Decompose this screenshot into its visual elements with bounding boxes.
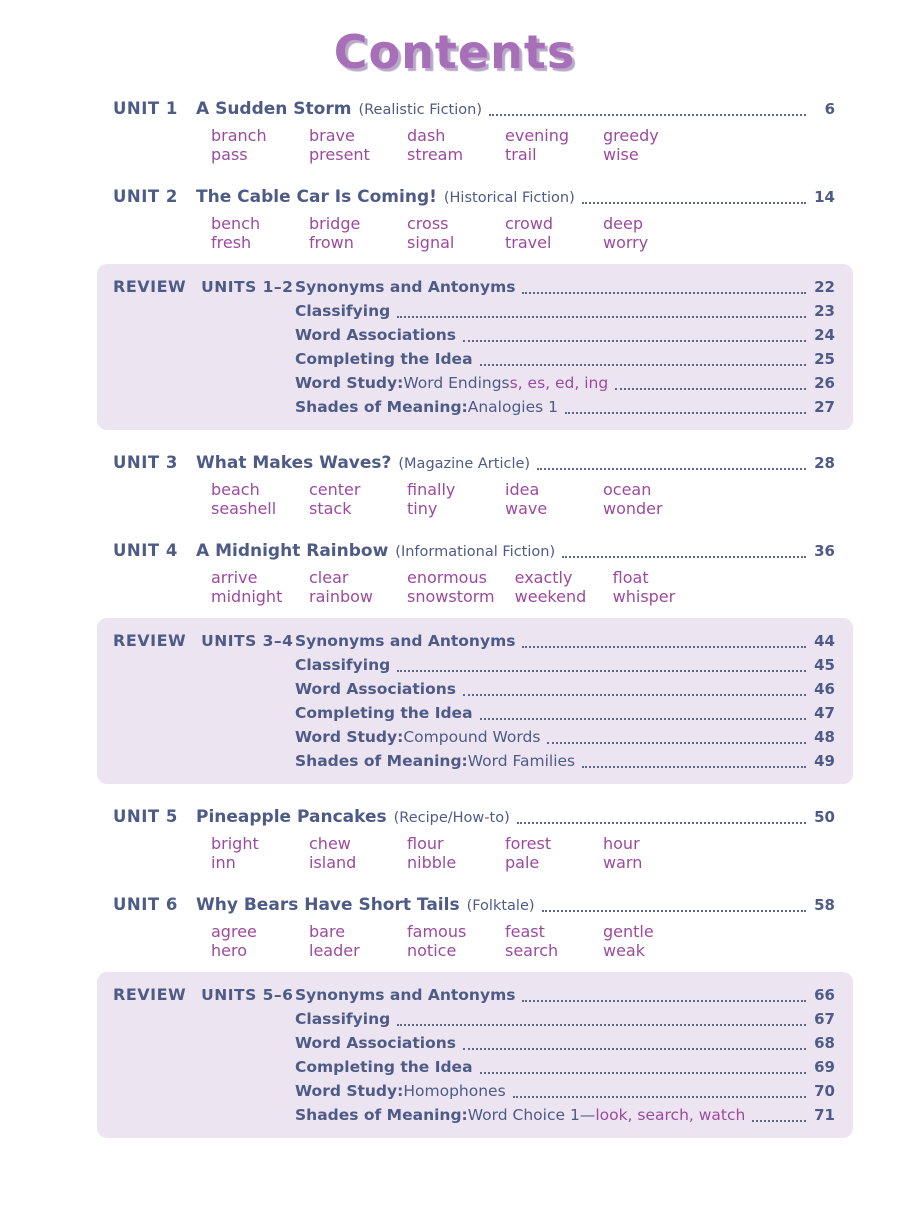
vocab-word: stack (309, 499, 352, 519)
dot-leader (752, 1120, 806, 1122)
review-page-number: 47 (814, 704, 835, 723)
vocab-word: feast (505, 922, 545, 942)
unit-entry-2 (97, 186, 853, 252)
unit-genre: (Informational Fiction) (395, 544, 556, 561)
unit-heading (97, 452, 853, 475)
dot-leader (522, 646, 806, 648)
review-section-units-3-4 (97, 618, 853, 784)
review-item (295, 347, 835, 371)
vocab-word: arrive (211, 568, 258, 588)
vocab-word: float (612, 568, 649, 588)
vocab-word: idea (505, 480, 540, 500)
vocab-word: notice (407, 941, 457, 961)
review-page-number: 46 (814, 680, 835, 699)
vocab-word: leader (309, 941, 360, 961)
unit-title: The Cable Car Is Coming! (196, 187, 437, 208)
review-page-number: 49 (814, 752, 835, 771)
toc-content (0, 98, 909, 1138)
vocab-word: snowstorm (407, 587, 495, 607)
dot-leader (513, 1096, 806, 1098)
review-item-label: Word Study: (295, 1082, 404, 1101)
vocab-word: inn (211, 853, 236, 873)
vocab-word: bridge (309, 214, 361, 234)
dot-leader (582, 202, 806, 204)
unit-heading (97, 806, 853, 829)
review-units-range: UNITS 1–2 (201, 278, 294, 297)
vocab-word: bench (211, 214, 261, 234)
review-item-label: Word Associations (295, 1034, 457, 1053)
review-page-number: 23 (814, 302, 835, 321)
review-page-number: 70 (814, 1082, 835, 1101)
unit-genre: (Folktale) (466, 898, 535, 915)
vocab-word: beach (211, 480, 260, 500)
dot-leader (615, 388, 806, 390)
review-heading (97, 629, 295, 773)
review-item (295, 299, 835, 323)
review-units-range: UNITS 3–4 (201, 632, 294, 651)
review-page-number: 68 (814, 1034, 835, 1053)
dot-leader (397, 1024, 806, 1026)
unit-title: A Midnight Rainbow (196, 541, 389, 562)
vocab-word: wise (603, 145, 639, 165)
review-item (295, 323, 835, 347)
review-item-label: Completing the Idea (295, 1058, 473, 1077)
unit-number: UNIT 3 (113, 453, 178, 473)
review-item-label: Word Study: (295, 374, 404, 393)
vocab-word: frown (309, 233, 354, 253)
review-item-label: Synonyms and Antonyms (295, 986, 516, 1005)
unit-genre: (Realistic Fiction) (358, 102, 482, 119)
review-item-label: Synonyms and Antonyms (295, 278, 516, 297)
dot-leader (463, 694, 806, 696)
dot-leader (537, 468, 806, 470)
review-item (295, 983, 835, 1007)
review-units-range: UNITS 5–6 (201, 986, 294, 1005)
dot-leader (565, 412, 806, 414)
unit-entry-6 (97, 894, 853, 960)
review-item: Word Study: Word Endings s, es, ed, ing 26 (295, 371, 835, 395)
review-item: Shades of Meaning: Analogies 1 27 (295, 395, 835, 419)
unit-number: UNIT 4 (113, 541, 178, 561)
review-item: Word Study: Compound Words 48 (295, 725, 835, 749)
vocab-word: center (309, 480, 361, 500)
vocab-word: chew (309, 834, 351, 854)
dot-leader (547, 742, 806, 744)
unit-heading (97, 186, 853, 209)
contents-page (0, 25, 909, 1224)
vocab-word: exactly (514, 568, 573, 588)
vocab-word: whisper (612, 587, 676, 607)
review-item-label: Shades of Meaning: (295, 1106, 468, 1125)
vocab-word: wonder (603, 499, 663, 519)
vocab-word: seashell (211, 499, 277, 519)
unit-number: UNIT 6 (113, 895, 178, 915)
review-item (295, 275, 835, 299)
dot-leader (463, 1048, 806, 1050)
dot-leader (480, 1072, 806, 1074)
unit-number: UNIT 2 (113, 187, 178, 207)
unit-entry-4 (97, 540, 853, 606)
unit-title: A Sudden Storm (196, 99, 352, 120)
unit-entry-5 (97, 806, 853, 872)
review-item-list (295, 275, 835, 419)
dot-leader (582, 766, 806, 768)
unit-word-list (211, 126, 853, 164)
review-page-number: 27 (814, 398, 835, 417)
review-page-number: 48 (814, 728, 835, 747)
unit-entry-3 (97, 452, 853, 518)
unit-title: What Makes Waves? (196, 453, 392, 474)
unit-word-list (211, 214, 853, 252)
vocab-word: travel (505, 233, 552, 253)
unit-word-list (211, 480, 853, 518)
vocab-word: evening (505, 126, 570, 146)
dot-leader (480, 364, 806, 366)
review-label: REVIEW (113, 631, 187, 651)
review-item (295, 1007, 835, 1031)
vocab-word: pass (211, 145, 248, 165)
unit-word-list (211, 834, 853, 872)
review-page-number: 69 (814, 1058, 835, 1077)
unit-genre: (Recipe/How-to) (393, 810, 510, 827)
vocab-word: branch (211, 126, 267, 146)
review-page-number: 71 (814, 1106, 835, 1125)
unit-page-number: 50 (814, 808, 835, 827)
review-item-label: Word Study: (295, 728, 404, 747)
review-item (295, 629, 835, 653)
review-page-number: 26 (814, 374, 835, 393)
review-item-label: Classifying (295, 302, 391, 321)
review-item-label: Completing the Idea (295, 704, 473, 723)
review-item-list (295, 629, 835, 773)
dot-leader (489, 114, 806, 116)
review-label: REVIEW (113, 277, 187, 297)
vocab-word: greedy (603, 126, 659, 146)
dot-leader (522, 292, 806, 294)
review-item-label: Shades of Meaning: (295, 752, 468, 771)
review-heading (97, 275, 295, 419)
review-item (295, 1031, 835, 1055)
vocab-word: stream (407, 145, 464, 165)
vocab-word: weekend (514, 587, 587, 607)
unit-entry-1 (97, 98, 853, 164)
review-label: REVIEW (113, 985, 187, 1005)
review-page-number: 24 (814, 326, 835, 345)
vocab-word: crowd (505, 214, 554, 234)
vocab-word: warn (603, 853, 643, 873)
vocab-word: present (309, 145, 370, 165)
vocab-word: nibble (407, 853, 457, 873)
vocab-word: bright (211, 834, 259, 854)
review-item: Shades of Meaning: Word Choice 1— look, search, watch 71 (295, 1103, 835, 1127)
review-item-label: Word Associations (295, 680, 457, 699)
vocab-word: pale (505, 853, 540, 873)
review-section-units-1-2 (97, 264, 853, 430)
vocab-word: bare (309, 922, 346, 942)
vocab-word: trail (505, 145, 537, 165)
vocab-word: fresh (211, 233, 252, 253)
dot-leader (480, 718, 806, 720)
unit-heading (97, 540, 853, 563)
review-item (295, 701, 835, 725)
vocab-word: worry (603, 233, 649, 253)
vocab-word: deep (603, 214, 643, 234)
review-item-list (295, 983, 835, 1127)
unit-page-number: 58 (814, 896, 835, 915)
vocab-word: famous (407, 922, 467, 942)
vocab-word: wave (505, 499, 548, 519)
vocab-word: dash (407, 126, 446, 146)
vocab-word: hour (603, 834, 640, 854)
dot-leader (517, 822, 806, 824)
review-item-label: Word Associations (295, 326, 457, 345)
review-page-number: 25 (814, 350, 835, 369)
dot-leader (463, 340, 806, 342)
vocab-word: rainbow (309, 587, 373, 607)
dot-leader (562, 556, 806, 558)
review-item-label: Classifying (295, 1010, 391, 1029)
page-title: Contents (333, 25, 576, 79)
review-section-units-5-6 (97, 972, 853, 1138)
unit-title: Why Bears Have Short Tails (196, 895, 460, 916)
unit-page-number: 14 (814, 188, 835, 207)
vocab-word: enormous (407, 568, 487, 588)
unit-word-list (211, 922, 853, 960)
review-heading (97, 983, 295, 1127)
dot-leader (397, 670, 806, 672)
review-item-label: Completing the Idea (295, 350, 473, 369)
unit-page-number: 6 (824, 100, 835, 119)
vocab-word: signal (407, 233, 455, 253)
unit-genre: (Magazine Article) (398, 456, 531, 473)
vocab-word: agree (211, 922, 257, 942)
review-page-number: 66 (814, 986, 835, 1005)
dot-leader (397, 316, 806, 318)
unit-title: Pineapple Pancakes (196, 807, 387, 828)
unit-number: UNIT 1 (113, 99, 178, 119)
vocab-word: forest (505, 834, 552, 854)
review-item-label: Shades of Meaning: (295, 398, 468, 417)
unit-heading (97, 894, 853, 917)
review-page-number: 45 (814, 656, 835, 675)
unit-page-number: 36 (814, 542, 835, 561)
vocab-word: search (505, 941, 559, 961)
unit-word-list (211, 568, 853, 606)
vocab-word: weak (603, 941, 645, 961)
vocab-word: clear (309, 568, 349, 588)
unit-heading (97, 98, 853, 121)
vocab-word: flour (407, 834, 444, 854)
review-item: Word Study: Homophones 70 (295, 1079, 835, 1103)
review-item (295, 677, 835, 701)
review-page-number: 44 (814, 632, 835, 651)
vocab-word: tiny (407, 499, 438, 519)
vocab-word: finally (407, 480, 456, 500)
review-item (295, 653, 835, 677)
dot-leader (542, 910, 806, 912)
unit-page-number: 28 (814, 454, 835, 473)
review-page-number: 22 (814, 278, 835, 297)
vocab-word: gentle (603, 922, 654, 942)
dot-leader (522, 1000, 806, 1002)
vocab-word: midnight (211, 587, 283, 607)
unit-genre: (Historical Fiction) (443, 190, 575, 207)
review-page-number: 67 (814, 1010, 835, 1029)
review-item-label: Classifying (295, 656, 391, 675)
unit-number: UNIT 5 (113, 807, 178, 827)
vocab-word: ocean (603, 480, 652, 500)
review-item-label: Synonyms and Antonyms (295, 632, 516, 651)
review-item: Shades of Meaning: Word Families 49 (295, 749, 835, 773)
vocab-word: cross (407, 214, 449, 234)
vocab-word: brave (309, 126, 355, 146)
review-item (295, 1055, 835, 1079)
vocab-word: island (309, 853, 357, 873)
vocab-word: hero (211, 941, 247, 961)
